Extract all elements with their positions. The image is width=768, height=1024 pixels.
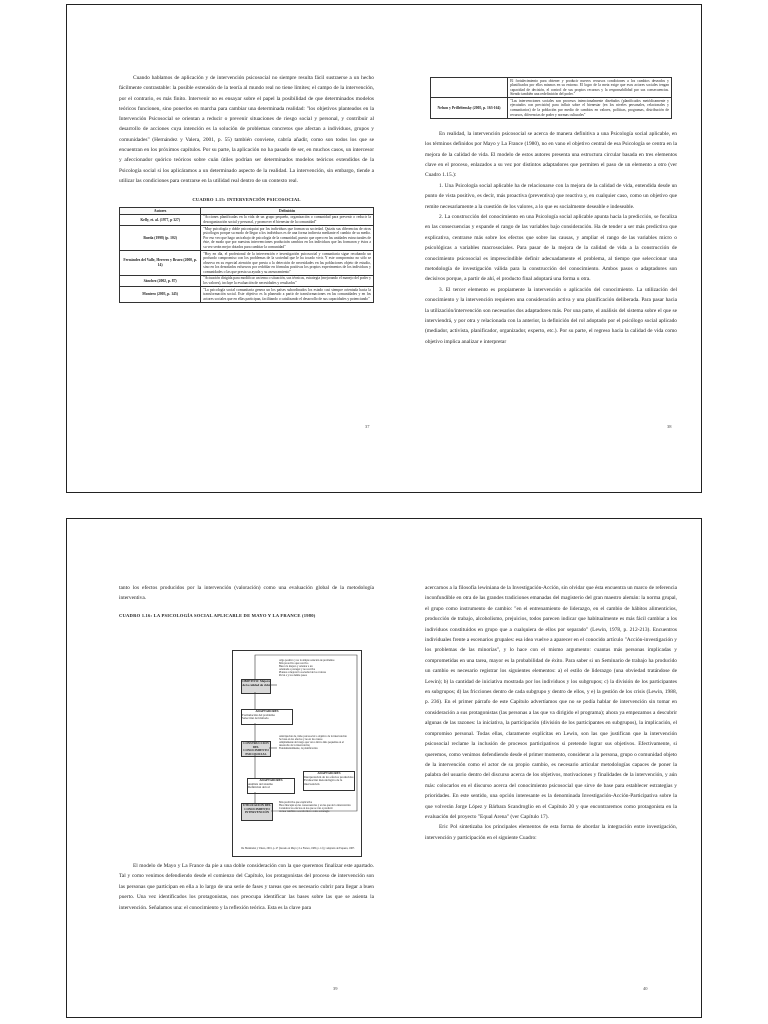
body-paragraph: 1. Una Psicología social aplicable ha de relacionarse con la mejora de la calidad de vida, entendida desde un punto de vista positivo, es decir, más proactiva (preventiva) que reactiva y, en cualquier caso, como un objetivo que remite necesariamente a la cuestión de los valores, a lo que es socialmente deseable e indeseable.: [425, 182, 677, 210]
body-paragraph: Eric Pol sintetizaba los principales elementos de esta forma de abordar la integración entre investigación, intervención y participación en el siguiente Cuadro:: [425, 824, 677, 841]
flow-diagram: [232, 650, 362, 857]
table-cell-author: Fernández del Valle, Herrero y Bravo (2000, p. 14): [120, 251, 201, 276]
column-header-authors: Autores: [120, 208, 201, 215]
table-row: [120, 287, 374, 303]
body-paragraph: acercarnos a la filosofía lewiniana de la Investigación-Acción, sin olvidar que ésta encuentra un marco de referencia inconfundible en otra de las grandes tradiciones emanadas del magisterio del gran maestro alemán: la norma grupal, el grupo como instrumento de cambio: "en el entrenamiento de liderazgo, en el cambio de hábitos alimenticios, producción de trabajo, alcoholismo, prejuicios, todos parecen indicar que habitualmente es más fácil cambiar a los individuos constituidos en grupo que a cualquiera de ellos por separado" (Lewin, 1978, p. 212-213). Encuentros individuales frente a escenarios grupales: esa idea vuelve a aparecer en el conocido artículo "Acción-investigación y los problemas de las minorías", y lo hace con el mismo argumento: cuantas más personas implicadas y comprometidas en una tarea, mayor es la probabilidad de éxito. Para saber si un Seminario de trabajo ha producido un cambio es necesario registrar los siguientes elementos: a) el estilo de liderazgo (una obviedad tratándose de Lewin); b) la cantidad de iniciativa mostrada por los individuos y los subgrupos; c) la división de los participantes en subgrupos; d) las fricciones dentro de cada subgrupo y dentro de ellos, y e) la gestión de los crisis (Lewin, 1988, p. 236). En el primer párrafo de este Capítulo advertíamos que no se podía hablar de intervención sin tomar en consideración a sus protagonistas (las personas a las que va dirigido el programa); ahora ya empezamos a descubrir algunas de las razones: la iniciativa, la participación (división de los participantes en subgrupos), la implicación, el compromiso personal. Todas ellas, claramente explícitas en Lewin, son las que justifican que la intervención psicosocial reclame la inclusión de procesos participativos si pretende lograr sus objetivos. Efectivamente, si queremos, como venimos defendiendo desde el primer momento, considerar a la persona, grupo o comunidad objeto de la intervención como el actor de su propio cambio, es necesario articular metodologías capaces de poner la palabra del usuario dentro del discurso acerca de los objetivos, motivaciones y finalidades de la intervención, y aún más: colocarlos en el discurso acerca del conocimiento psicosocial que sirve de base para establecer estrategias y prioridades. En este sentido, una opción interesante es la denominada Investigación-Acción-Participativa sobre la que volverán Jorge López y Bárbara Scandroglio en el Capítulo 20 y que encontraremos como protagonista en la evaluación del proyecto "Equal Arena" (ver Capítulo 17).: [425, 585, 677, 820]
page-40: [425, 583, 677, 843]
adapter-box: ADAPTADORES Interpretación de los efectos producidos Evaluación metodológica de la intervención: [303, 771, 355, 791]
body-paragraph: 2. La construcción del conocimiento en una Psicología social aplicable apunta hacia la predicción, se focaliza en las consecuencias y expande el rango de las variables bajo consideración. Ha de tender a ser más predictiva que explicativa, centrarse más sobre los efectos que sobre las causas, y ampliar el rango de las variables micro o psicológicas a variables macrosociales. Para pasar de la mejora de la calidad de vida a la construcción de conocimiento psicosocial es imprescindible definir adecuadamente el problema, al tiempo que seleccionar una metodología de investigación válida para la construcción del conocimiento. Ambos pasos o adaptadores son decisivos porque, a partir de ahí, el producto final adoptará una forma u otra.: [425, 214, 677, 283]
adapter-box: ADAPTADORES Formulación del problema Selección del método: [241, 709, 293, 725]
body-paragraph: tanto los efectos producidos por la intervención (valoración) como una evaluación global de la metodología interventiva.: [119, 585, 374, 602]
table-row: [120, 251, 374, 276]
table-cell-definition: "Actuación dirigida para modificar un tema o situación, sus técnicas, estrategia (mejorando el manejo del poder y los valores), incluye la evaluación de necesidades y resultados": [201, 275, 374, 286]
body-paragraph: En realidad, la intervención psicosocial se acerca de manera definitiva a una Psicología social aplicable, en los términos definidos por Mayo y La France (1980), no en vano el objetivo central de esa Psicología se centra en la mejora de la calidad de vida. El modelo de estos autores presenta una estructura circular basada en tres elementos clave en el proceso, enlazados a su vez por distintos adaptadores que permiten el paso de un elemento a otro (ver Cuadro 1.15.):: [425, 130, 677, 179]
table-cell-author: Bueda (1998) (p. 102): [120, 226, 201, 251]
objective-list: Algo positivo y no la simple solución de problemas Más proactivo que reactivo Busca la mejora y orientar a un orientada a proteger y no reactiva Plantea a mejorar la sociedad de los valores Prevé a y los demás pasos: [279, 659, 335, 678]
knowledge-box: CONSTRUCCIÓN DEL CONOCIMIENTO PSICOSOCIAL: [241, 741, 271, 757]
table-cell-definition: "Acciones planificadas en la vida de un grupo pequeño, organización o comunidad para prevenir o reducir la desorganización social y personal, y promover el bienestar de la comunidad": [201, 214, 374, 225]
page-38: [425, 77, 677, 347]
table-cell-definition: "Las intervenciones sociales son procesos intencionalmente diseñados (planificados metódicamente y ejecutados con precisión) para influir sobre el bienestar (en los niveles personales, relacionales y comunitarios) de la población por medio de cambios en valores, políticas, programas, distribución de recursos, diferencias de poder y normas culturales": [508, 98, 672, 118]
body-paragraph: 3. El tercer elemento es propiamente la intervención o aplicación del conocimiento. La utilización del conocimiento y la intervención requieren una consideración activa y una planificación deliberada. Para pasar hacia la utilización/intervención son necesarios dos adaptadores más. Por una parte, el análisis del sistema sobre el que se interviendrá, y por otra y relacionada con la anterior, la definición del rol adoptado por el psicólogo social aplicado (mediador, activista, planificador, organizador, experto, etc.). Por su parte, el regreso hacia la calidad de vida como objetivo implica analizar e interpretar: [425, 286, 677, 345]
knowledge-list: Anticipación de cómo psicosocial o objetivo de la intervención Se basa en los efectos y no en las causas Ampliamente del rango que van a micro más pequeñas en el desarrollo de la intervención Fundamentalmente, la planificación: [279, 735, 347, 751]
table-cell-definition: "Muy psicología y doble psicosiquiat por los individuos que forman su sociedad. Quizás sus diferencias de otros psicólogos porque su modo de llegar a los individuos es de una forma indirecta mediante el cambio de su medio. Por eso veo que hago un trabajo de psicología de la comunidad, puesto que opero en las unidades estructurales de éste, de modo que por nuestras intervenciones producirán cambios en los individuos que las formaron y éstos a su vez serán mejor dotados para cambiar la comunidad": [201, 226, 374, 251]
use-list: Más predictiva que explicativa Hace hincapié en las consecuencias y en las que de la intervención Considera los efectos en los que se van a producir Actuar también a escala micro como estrategia: [279, 801, 351, 814]
table-row: [431, 78, 672, 98]
page-number: 40: [643, 986, 648, 991]
page-39-closing: [119, 861, 374, 913]
table-cell-author: Nelson y Prilleltensky (2005, p. 163-164): [431, 98, 508, 118]
table-row: [120, 226, 374, 251]
spread-top: [66, 4, 702, 493]
page-number: 37: [365, 424, 370, 429]
body-paragraph: El modelo de Mayo y La France da pie a una doble consideración con la que queremos finalizar este apartado. Tal y como venimos defendiendo desde el comienzo del Capítulo, los protagonistas del proceso de intervención son las personas que participan en ella a lo largo de una serie de fases y tareas que es necesario cubrir para llegar a buen puerto. Una vez identificados los protagonistas, nos preocupa identificar las bases sobre las que se asienta la intervención. Señalamos una: el conocimiento y la reflexión teórica. Esta es la clave para: [119, 863, 374, 911]
table-cell-definition: "La psicología social comunitaria genera un los países subordinados los estado casi siempre orientada hacia la transformación social. Este objetivo es la planeado a partir de transformaciones en las comunidades y en los actores sociales que en ellas participan, facilitando o catalizando el desarrollo de sus capacidades y potenciando": [201, 287, 374, 303]
objective-box: OBJETIVO: Mejora de la calidad de vida: [241, 679, 271, 694]
use-box: UTILIZACIÓN DEL CONOCIMIENTO INTERVENCIÓN: [241, 803, 273, 821]
table-cell-author: [431, 78, 508, 98]
table-row: [431, 98, 672, 118]
table-cell-author: Kelly, et. al. (1977, p 327): [120, 214, 201, 225]
column-header-definition: Definición: [201, 208, 374, 215]
adapter-box: ADAPTADORES Análisis del sistema Definición del rol: [247, 778, 295, 794]
figure-source-note: De Hernández y Valera, 2001, p. 47 (basado en Mayo y La France, 1980, p. 12) y adaptado de Esquera, 1987.: [241, 847, 355, 850]
table-cell-author: Montero (2003, p. 145): [120, 287, 201, 303]
table-row: [120, 275, 374, 286]
page-37: [119, 73, 374, 303]
page-39: [119, 583, 374, 618]
page-number: 39: [333, 986, 338, 991]
body-paragraph: Cuando hablamos de aplicación y de intervención psicosocial no siempre resulta fácil sustraerse a un hecho fácilmente contrastable: la posible extensión de la teoría al mundo real no tiene límites; el campo de la intervención, por el contrario, es más finito. Intervenir no es ensayar sobre el papel la posibilidad de que determinados modelos teóricos funcionen, sino ponerlos en marcha para cambiar una determinada realidad: "los objetivos planteados en la Intervención Psicosocial se orientan a reducir o prevenir situaciones de riesgo social y personal, y contribuir al desarrollo de acciones cuya intención es la solución de problemas concretos que afectan a individuos, grupos y comunidades" (Hernández y Valera, 2001, p. 55) también conviene, cabría añadir, como son todos los que se encuentran en los próximos capítulos. Por su parte, la aplicación no ha pasado de ser, en muchos casos, un intercesor y afeccionador quórico teóricos sobre cuán útiles podrían ser determinados modelos teóricos extendidos de la Psicología social si los aplicáramos a un determinado aspecto de la realidad. La intervención, sin embargo, tiende a utilizar las condiciones para centrarse en la utilidad real dentro de un contexto real.: [119, 75, 374, 184]
definitions-table: [119, 207, 374, 303]
page-number: 38: [667, 424, 672, 429]
table-cell-definition: "Hoy en día, el profesional de la intervención e investigación psicosocial y comunitaria sigue recabando un profundo compromiso con los problemas de la sociedad que le ha tocado vivir. Y este compromiso no sólo se observa en su especial atención que presta a la detección de necesidades en las poblaciones objeto de estudio, sino en los denodados esfuerzos por redoblar en fórmulas positivas los propios experimentos de los individuos y comunidades o las que presta su ayuda y su asesoramiento": [201, 251, 374, 276]
table-cell-definition: El fortalecimiento para obtener y producir nuevos recursos condiciones a los cambios deseados y planificados por ellos mismos en su entorno. El logro de la meta exige que esos actores sociales tengan capacidad de decisión, el control de sus propios recursos y la responsabilidad por sus consecuencias. Siendo también una redefinición del poder.": [508, 78, 672, 98]
table-caption: CUADRO 1.15: INTERVENCIÓN PSICOSOCIAL: [192, 197, 301, 203]
table-row: [120, 214, 374, 225]
table-cell-author: Sánchez (2002, p. 87): [120, 275, 201, 286]
spread-bottom: [66, 518, 702, 1018]
figure-caption: CUADRO 1.16: LA PSICOLOGÍA SOCIAL APLICABLE DE MAYO Y LA FRANCE (1980): [119, 612, 316, 618]
definitions-table-continued: [430, 77, 672, 119]
table-header-row: [120, 208, 374, 215]
